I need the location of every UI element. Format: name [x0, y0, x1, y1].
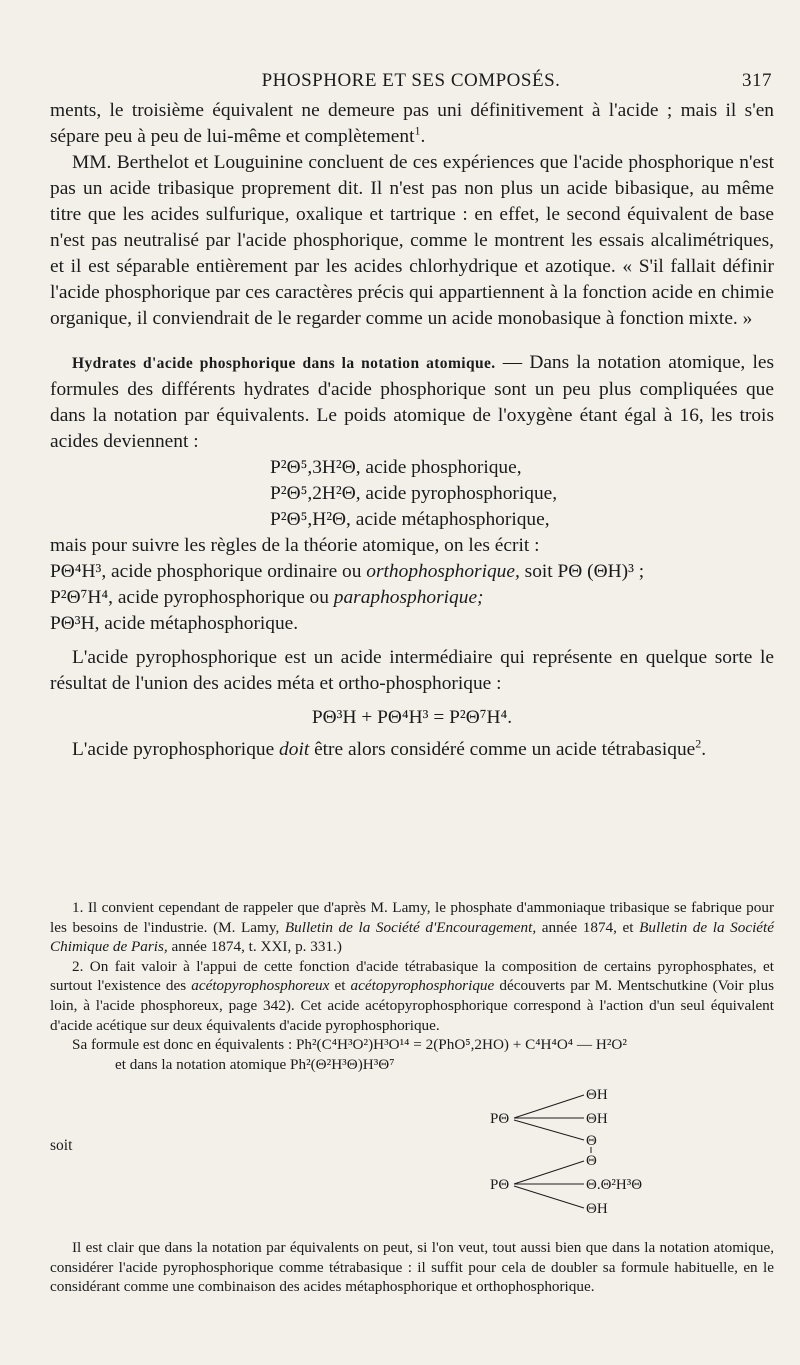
acetyl-oxygen: Θ.Θ²H³Θ [586, 1177, 643, 1193]
running-head [50, 70, 772, 94]
bond-lines [514, 1095, 591, 1208]
footnote-2: 2. On fait valoir à l'appui de cette fonction d'acide tétrabasique la composition de certains pyrophosphates, et surtout l'existence des acétopyrophosphoreux et acétopyrophosphorique découverts par M. Mentschutkine (Voir plus loin, à l'acide phosphoreux, page 342). Cet acide acétopyrophosphorique correspond à l'action d'un seul équivalent d'acide acétique sur deux équivalents d'acide pyrophosphorique. [50, 957, 774, 1034]
structural-formula-diagram [470, 1085, 670, 1227]
line-paraphosphoric: P²Θ⁷H⁴, acide pyrophosphorique ou paraphosphorique; [50, 587, 484, 608]
formula-phosphoric: P²Θ⁵,3H²Θ, acide phosphorique, [270, 457, 522, 478]
footnote-1: 1. Il convient cependant de rappeler que d'après M. Lamy, le phosphate d'ammoniaque tribasique se fabrique pour les besoins de l'industrie. (M. Lamy, Bulletin de la Société d'Encouragement, année 1874, et Bulletin de la Société Chimique de Paris, année 1874, t. XXI, p. 331.) [50, 899, 774, 956]
formula-metaphosphoric: P²Θ⁵,H²Θ, acide métaphosphorique, [270, 509, 550, 530]
paragraph-6: L'acide pyrophosphorique doit être alors considéré comme un acide tétrabasique$^2$. [72, 736, 707, 760]
paragraph-3: Hydrates d'acide phosphorique dans la notation atomique. — Dans la notation atomique, les formules des différents hydrates d'acide phosphorique sont un peu plus compliquées que dans la notation par équivalents. Le poids atomique de l'oxygène étant égal à 16, les trois acides deviennent : [50, 352, 774, 452]
footnote-ref-1: 1 [414, 123, 421, 138]
oxygen-bridge-2: Θ [586, 1153, 597, 1169]
line-orthophosphoric: PΘ⁴H³, acide phosphorique ordinaire ou orthophosphorique, soit PΘ (ΘH)³ ; [50, 561, 645, 582]
phosphorus-top: PΘ [490, 1111, 510, 1127]
footnote-conclusion-block [50, 1238, 774, 1297]
footnote-2-formula-equivalents: Sa formule est donc en équivalents : Ph²(C⁴H³O²)H³O¹⁴ = 2(PhO⁵,2HO) + C⁴H⁴O⁴ — H²O² [72, 1036, 627, 1054]
hydroxyl-1: ΘH [586, 1087, 608, 1103]
equation: PΘ³H + PΘ⁴H³ = P²Θ⁷H⁴. [311, 707, 513, 728]
paragraph-5: L'acide pyrophosphorique est un acide intermédiaire qui représente en quelque sorte le résultat de l'union des acides méta et ortho-phosphorique : [50, 647, 774, 694]
footnotes [50, 898, 774, 1074]
oxygen-bridge-1: Θ [586, 1133, 597, 1149]
structural-formula [50, 1085, 774, 1227]
section-heading: Hydrates d'acide phosphorique dans la notation atomique. [72, 355, 496, 372]
main-text [50, 98, 774, 763]
page-number: 317 [742, 70, 772, 91]
footnote-ref-2: 2 [695, 736, 702, 751]
hydroxyl-2: ΘH [586, 1111, 608, 1127]
hydroxyl-3: ΘH [586, 1201, 608, 1217]
running-title: PHOSPHORE ET SES COMPOSÉS. [261, 70, 561, 91]
paragraph-2: MM. Berthelot et Louguinine concluent de ces expériences que l'acide phosphorique n'est pas un acide tribasique proprement dit. Il n'est pas non plus un acide bibasique, au même titre que les acides sulfurique, oxalique et tartrique : en effet, le second équivalent de base n'est pas neutralisé par l'acide phosphorique, comme le montrent les essais alcalimétriques, et il est séparable entièrement par les acides chlorhydrique et azotique. « S'il fallait définir l'acide phosphorique par ces caractères précis qui appartiennent à la fonction acide en chimie organique, il conviendrait de le regarder comme un acide monobasique à fonction mixte. » [50, 152, 774, 329]
footnote-conclusion: Il est clair que dans la notation par équivalents on peut, si l'on veut, tout aussi bien que dans la notation atomique, considérer l'acide pyrophosphorique comme tétrabasique : il suffit pour cela de doubler sa formule habituelle, en le considérant comme une combinaison des acides métaphosphorique et orthophosphorique. [50, 1239, 774, 1296]
paragraph-1: ments, le troisième équivalent ne demeure pas uni définitivement à l'acide ; mais il s'en sépare peu à peu de lui-même et complètement$^1$. [50, 100, 774, 147]
paragraph-4: mais pour suivre les règles de la théorie atomique, on les écrit : [50, 535, 540, 556]
phosphorus-bottom: PΘ [490, 1177, 510, 1193]
line-metaphosphoric: PΘ³H, acide métaphosphorique. [50, 613, 299, 634]
soit-label: soit [50, 1137, 73, 1154]
formula-pyrophosphoric: P²Θ⁵,2H²Θ, acide pyrophosphorique, [270, 483, 558, 504]
footnote-2-formula-atomic: et dans la notation atomique Ph²(Θ²H³Θ)H³Θ⁷ [115, 1055, 395, 1073]
